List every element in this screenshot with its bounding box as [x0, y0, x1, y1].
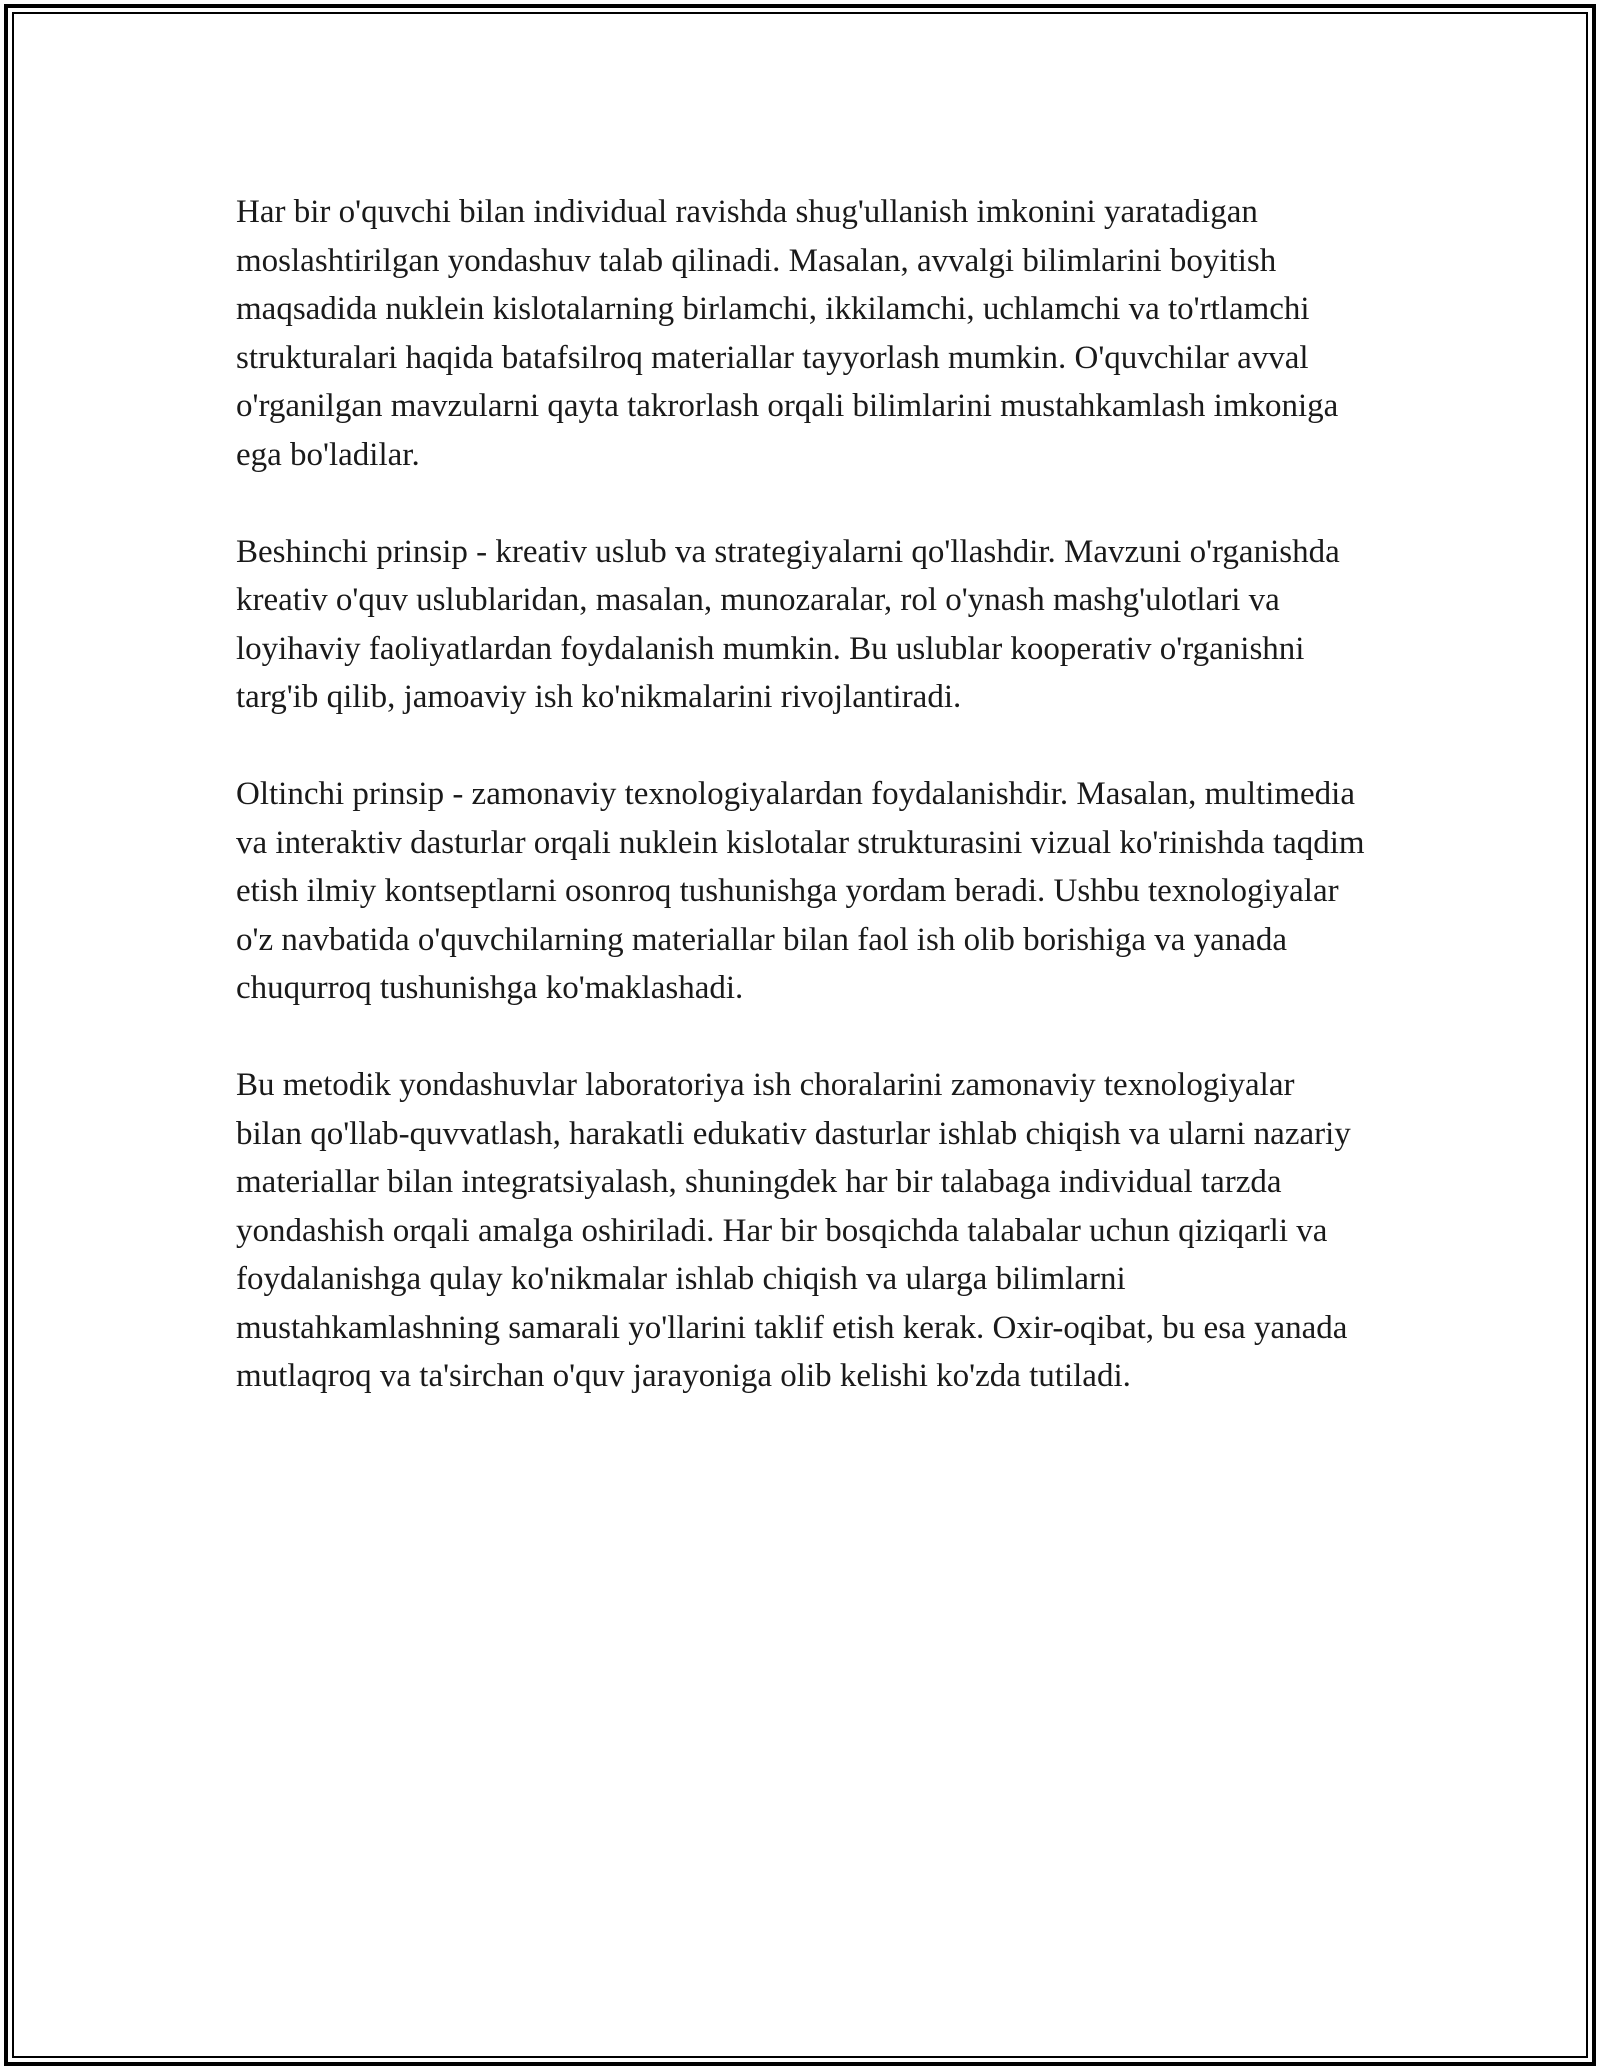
document-body [236, 188, 1366, 1449]
paragraph-1: Har bir o'quvchi bilan individual ravishda shug'ullanish imkonini yaratadigan moslashtirilgan yondashuv talab qilinadi. Masalan, avvalgi bilimlarini boyitish maqsadida nuklein kislotalarning birlamchi, ikkilamchi, uchlamchi va to'rtlamchi strukturalari haqida batafsilroq materiallar tayyorlash mumkin. O'quvchilar avval o'rganilgan mavzularni qayta takrorlash orqali bilimlarini mustahkamlash imkoniga ega bo'ladilar. [236, 194, 1339, 473]
paragraph-3: Oltinchi prinsip - zamonaviy texnologiyalardan foydalanishdir. Masalan, multimedia va interaktiv dasturlar orqali nuklein kislotalar strukturasini vizual ko'rinishda taqdim etish ilmiy kontseptlarni osonroq tushunishga yordam beradi. Ushbu texnologiyalar o'z navbatida o'quvchilarning materiallar bilan faol ish olib borishiga va yanada chuqurroq tushunishga ko'maklashadi. [236, 776, 1365, 1006]
paragraph-4: Bu metodik yondashuvlar laboratoriya ish choralarini zamonaviy texnologiyalar bilan qo'llab-quvvatlash, harakatli edukativ dasturlar ishlab chiqish va ularni nazariy materiallar bilan integratsiyalash, shuningdek har bir talabaga individual tarzda yondashish orqali amalga oshiriladi. Har bir bosqichda talabalar uchun qiziqarli va foydalanishga qulay ko'nikmalar ishlab chiqish va ularga bilimlarni mustahkamlashning samarali yo'llarini taklif etish kerak. Oxir-oqibat, bu esa yanada mutlaqroq va ta'sirchan o'quv jarayoniga olib kelishi ko'zda tutiladi. [236, 1067, 1351, 1394]
paragraph-2: Beshinchi prinsip - kreativ uslub va strategiyalarni qo'llashdir. Mavzuni o'rganishda kreativ o'quv uslublaridan, masalan, munozaralar, rol o'ynash mashg'ulotlari va loyihaviy faoliyatlardan foydalanish mumkin. Bu uslublar kooperativ o'rganishni targ'ib qilib, jamoaviy ish ko'nikmalarini rivojlantiradi. [236, 533, 1340, 715]
